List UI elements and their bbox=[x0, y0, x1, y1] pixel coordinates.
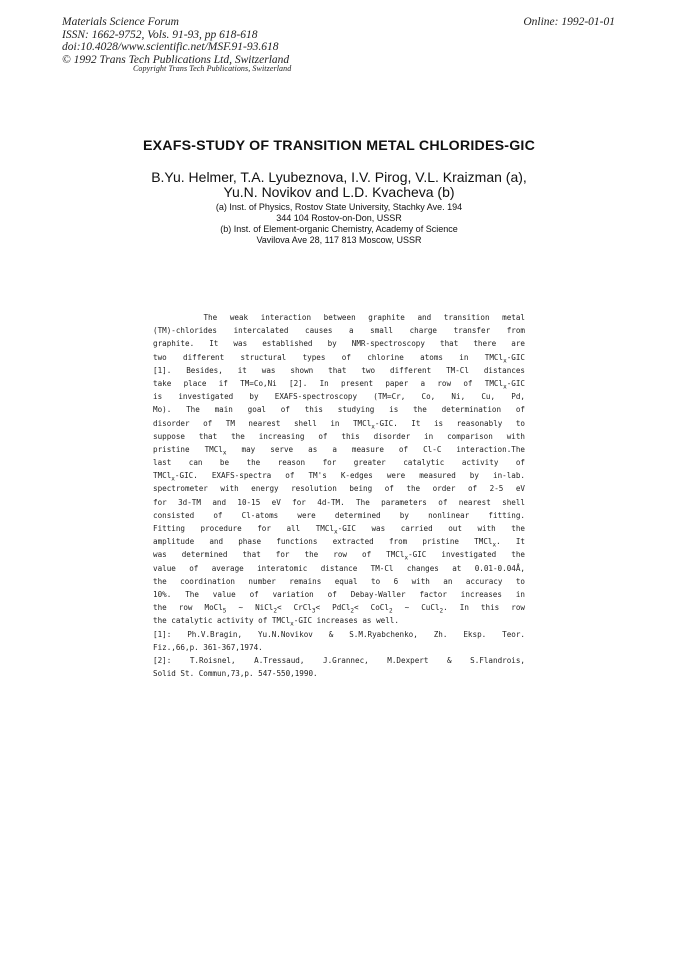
abstract-line: value of average interatomic distance TM-Cl changes at 0.01-0.04Å, bbox=[153, 563, 525, 573]
paper-title: EXAFS-STUDY OF TRANSITION METAL CHLORIDES-GIC bbox=[142, 138, 536, 154]
citation-block bbox=[62, 16, 289, 66]
online-date: Online: 1992-01-01 bbox=[523, 16, 615, 28]
journal-name: Materials Science Forum bbox=[62, 16, 179, 28]
authors-line-1: B.Yu. Helmer, T.A. Lyubeznova, I.V. Pirog, V.L. Kraizman (a), bbox=[151, 169, 527, 185]
abstract-line: [1]. Besides, it was shown that two different TM-Cl distances bbox=[153, 365, 525, 375]
abstract-line: graphite. It was established by NMR-spectroscopy that there are bbox=[153, 339, 525, 349]
abstract-line: (TM)-chlorides intercalated causes a small charge transfer from bbox=[153, 326, 525, 336]
abstract-line: amplitude and phase functions extracted from pristine TMCl$_x$. It bbox=[153, 537, 525, 549]
abstract-line: TMCl$_x$-GIC. EXAFS-spectra of TM's K-edges were measured by in-lab. bbox=[153, 471, 525, 483]
abstract-line: is investigated by EXAFS-spectroscopy (TM=Cr, Co, Ni, Cu, Pd, bbox=[153, 392, 525, 402]
abstract-line: The weak interaction between graphite and transition metal bbox=[153, 313, 525, 322]
abstract-line: the row MoCl$_5$ ~ NiCl$_2$< CrCl$_3$< PdCl$_2$< CoCl$_2$ ~ CuCl$_2$. In this row bbox=[153, 603, 525, 615]
affiliation-line: Vavilova Ave 28, 117 813 Moscow, USSR bbox=[256, 235, 422, 245]
abstract-line: two different structural types of chlorine atoms in TMCl$_x$-GIC bbox=[153, 352, 525, 365]
reference-1-line-2: Fiz.,66,p. 361-367,1974. bbox=[153, 642, 263, 652]
abstract-line: pristine TMCl$_x$ may serve as a measure of Cl-C interaction.The bbox=[153, 444, 525, 457]
abstract-line: last can be the reason for greater catalytic activity of bbox=[153, 458, 525, 468]
abstract-line: 10%. The value of variation of Debay-Waller factor increases in bbox=[153, 589, 525, 599]
authors-line-2: Yu.N. Novikov and L.D. Kvacheva (b) bbox=[223, 184, 455, 200]
abstract-line: disorder of TM nearest shell in TMCl$_x$-GIC. It is reasonably to bbox=[153, 418, 525, 431]
affiliation-line: (b) Inst. of Element-organic Chemistry, Academy of Science bbox=[220, 224, 458, 234]
abstract-line: consisted of Cl-atoms were determined by nonlinear fitting. bbox=[153, 510, 525, 520]
abstract-line: the catalytic activity of TMCl$_x$-GIC increases as well. bbox=[153, 616, 399, 628]
small-copyright: Copyright Trans Tech Publications, Switzerland bbox=[133, 64, 292, 73]
issn-line: ISSN: 1662-9752, Vols. 91-93, pp 618-618 bbox=[62, 28, 258, 41]
abstract-line: take place if TM=Co,Ni [2]. In present paper a row of TMCl$_x$-GIC bbox=[153, 378, 525, 391]
affiliation-line: 344 104 Rostov-on-Don, USSR bbox=[276, 213, 402, 223]
abstract-line: for 3d-TM and 10-15 eV for 4d-TM. The parameters of nearest shell bbox=[153, 497, 525, 507]
abstract-line: Fitting procedure for all TMCl$_x$-GIC was carried out with the bbox=[153, 524, 525, 536]
abstract-line: Mo). The main goal of this studying is the determination of bbox=[153, 405, 525, 415]
reference-2-line-2: Solid St. Commun,73,p. 547-550,1990. bbox=[153, 669, 318, 679]
author-list bbox=[0, 170, 678, 200]
abstract-line: was determined that for the row of TMCl$_x$-GIC investigated the bbox=[153, 550, 525, 562]
reference-1-line-1: [1]: Ph.V.Bragin, Yu.N.Novikov & S.M.Ryabchenko, Zh. Eksp. Teor. bbox=[153, 629, 525, 639]
abstract-line: suppose that the increasing of this disorder in comparison with bbox=[153, 431, 525, 441]
abstract-line: spectrometer with energy resolution being of the order of 2-5 eV bbox=[153, 484, 525, 494]
affiliation-line: (a) Inst. of Physics, Rostov State University, Stachky Ave. 194 bbox=[215, 202, 463, 212]
doi-line[interactable]: doi:10.4028/www.scientific.net/MSF.91-93.618 bbox=[62, 41, 279, 53]
affiliations bbox=[0, 202, 678, 246]
copyright-line: © 1992 Trans Tech Publications Ltd, Switzerland bbox=[62, 53, 290, 66]
reference-2-line-1: [2]: T.Roisnel, A.Tressaud, J.Grannec, M.Dexpert & S.Flandrois, bbox=[153, 655, 525, 665]
abstract-line: the coordination number remains equal to 6 with an accuracy to bbox=[153, 576, 525, 586]
abstract-body bbox=[153, 311, 525, 680]
